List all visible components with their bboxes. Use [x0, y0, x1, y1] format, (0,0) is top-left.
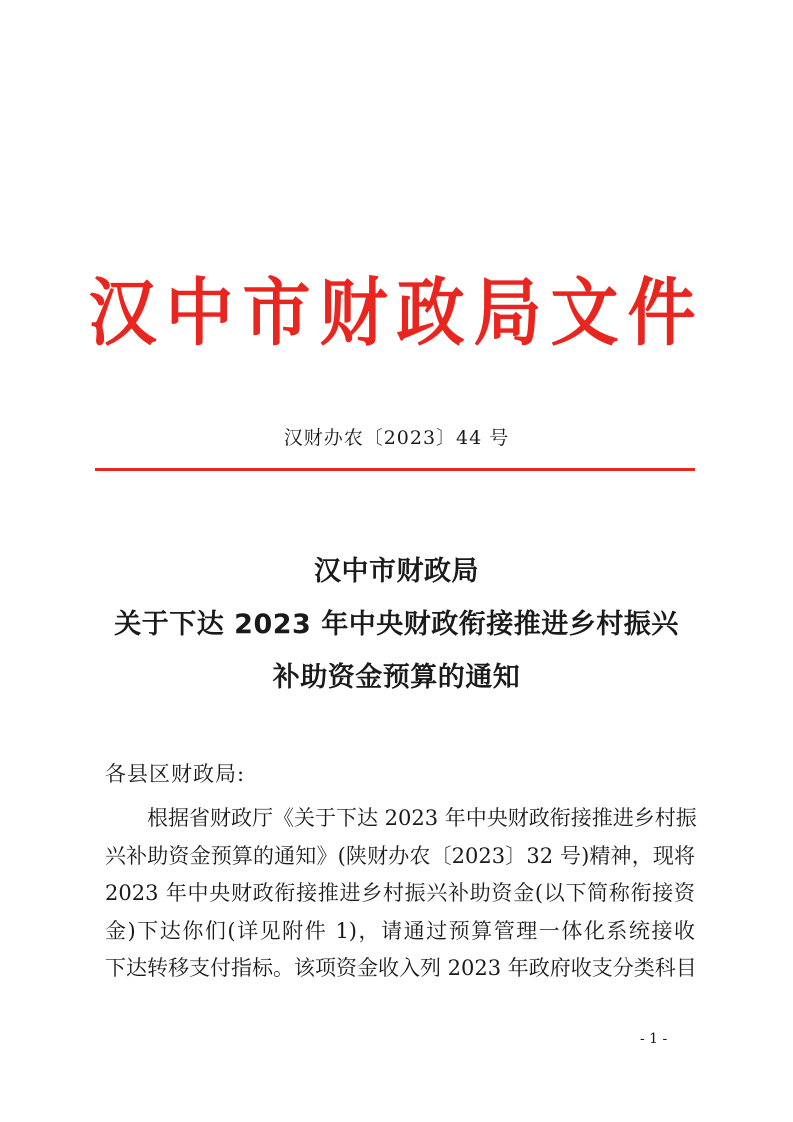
red-divider-line [95, 468, 695, 471]
body-line: 根据省财政厅《关于下达 2023 年中央财政衔接推进乡村振 [147, 806, 697, 830]
title-line-2: 关于下达 2023 年中央财政衔接推进乡村振兴 [114, 609, 679, 640]
document-number: 汉财办农〔2023〕44 号 [283, 427, 510, 449]
title-line-1: 汉中市财政局 [314, 556, 479, 587]
body-line: 兴补助资金预算的通知》(陕财办农〔2023〕32 号)精神，现将 [105, 843, 695, 868]
body-line: 下达转移支付指标。该项资金收入列 2023 年政府收支分类科目 [105, 956, 697, 981]
masthead-title: 汉中市财政局文件 [88, 269, 705, 357]
body-line: 2023 年中央财政衔接推进乡村振兴补助资金(以下简称衔接资 [105, 881, 695, 906]
notice-title [0, 545, 793, 704]
body-line: 金)下达你们(详见附件 1)，请通过预算管理一体化系统接收 [105, 918, 695, 943]
page-number: - 1 - [640, 1031, 668, 1047]
title-line-3: 补助资金预算的通知 [272, 662, 521, 693]
salutation: 各县区财政局: [105, 762, 246, 786]
body-paragraph [105, 800, 695, 988]
